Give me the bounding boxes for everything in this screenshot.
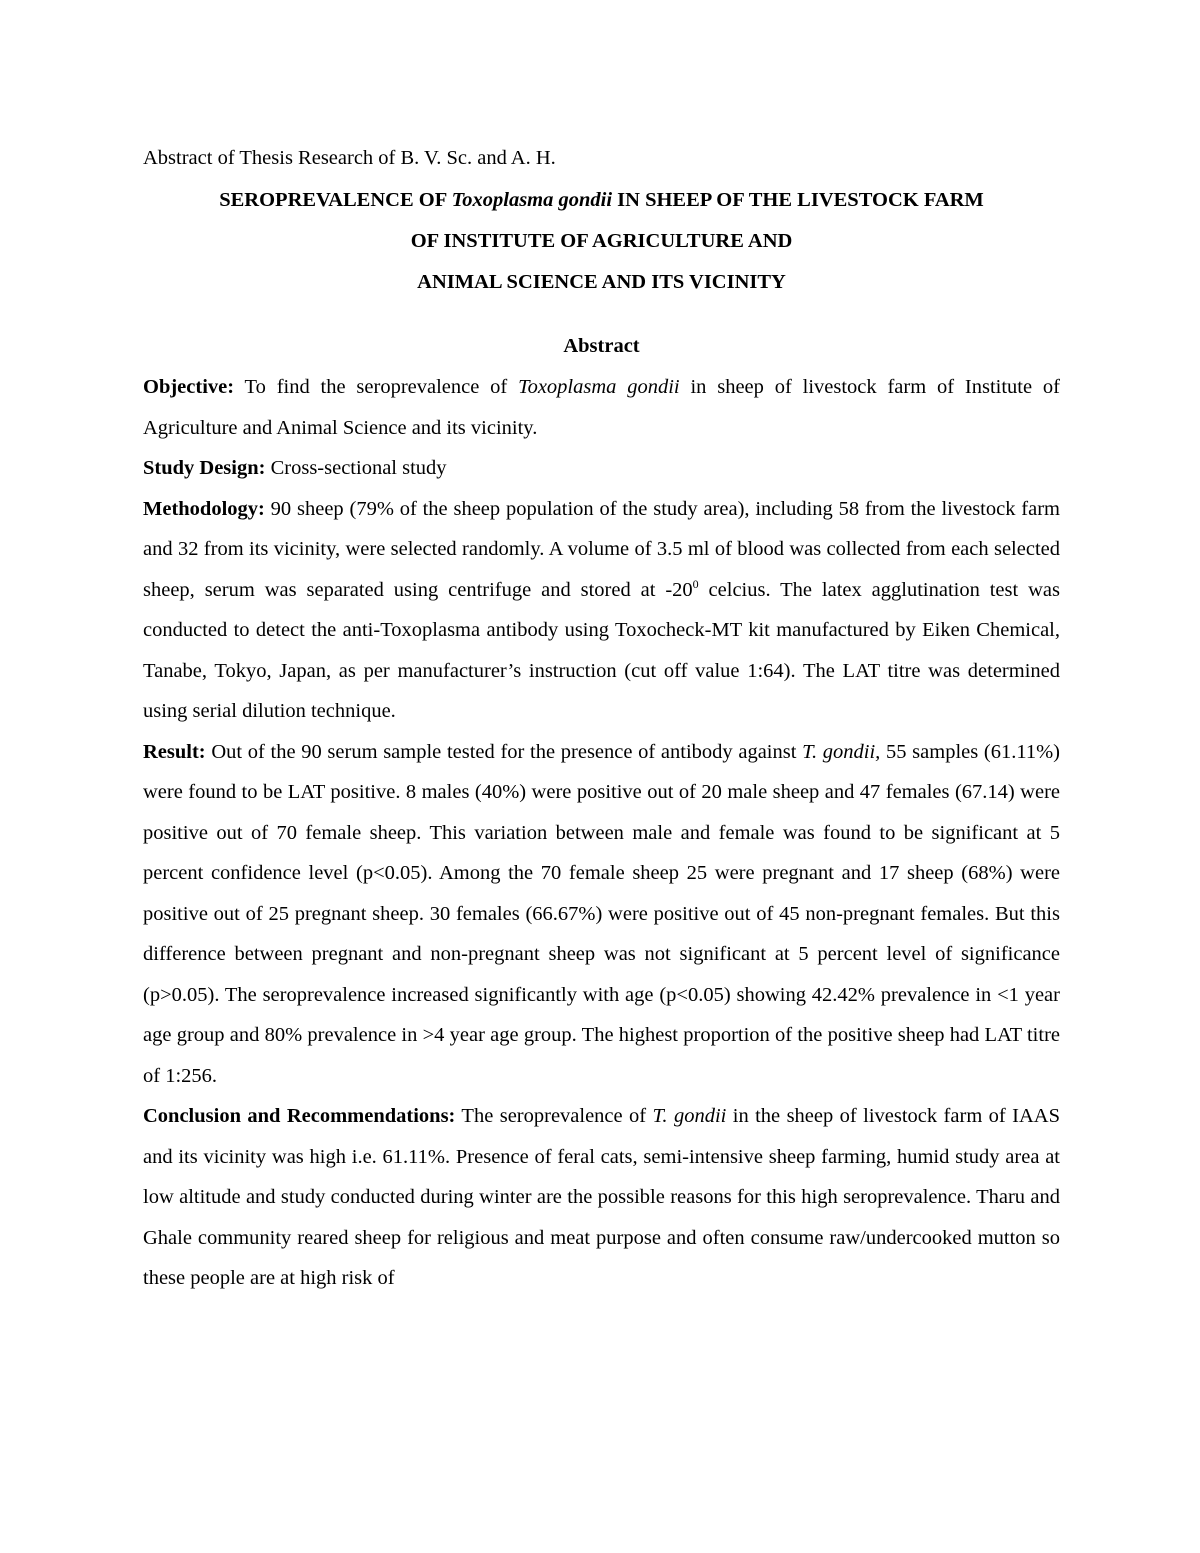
title-line-3: ANIMAL SCIENCE AND ITS VICINITY [417,271,786,293]
objective-species-name: Toxoplasma gondii [518,376,680,398]
title-suffix: IN SHEEP OF THE LIVESTOCK FARM [612,189,984,211]
study-design-text: Cross-sectional study [265,457,447,479]
study-design-section [143,448,1060,489]
document-header: Abstract of Thesis Research of B. V. Sc. and A. H. [143,147,556,169]
methodology-section [143,489,1060,732]
title-line-1 [143,180,1060,221]
result-species-name: T. gondii, [802,740,881,763]
thesis-title [143,180,1060,303]
result-section [143,732,1060,1097]
objective-label: Objective: [143,376,235,398]
study-design-label: Study Design: [143,457,266,479]
methodology-text-before: 90 sheep (79% of the sheep population of the study area), including 58 from the livestock farm and 32 from its vicinity, were selected randomly. A volume of 3.5 ml of blood was collected from each selected sheep, serum was separated using centrifuge and stored at -20 [143,497,1060,601]
objective-section [143,367,1060,448]
methodology-label: Methodology: [143,497,265,520]
conclusion-text-before: The seroprevalence of [455,1105,653,1127]
degree-superscript: 0 [692,576,699,591]
objective-text-before: To find the seroprevalence of [234,376,519,398]
title-line-2: OF INSTITUTE OF AGRICULTURE AND [410,230,793,252]
objective-text-after: in sheep of livestock farm of Institute of Agriculture and Animal Science and its vicinity. [143,376,1060,439]
abstract-heading: Abstract [563,335,640,357]
title-species-name: Toxoplasma gondii [451,189,613,211]
result-text-before: Out of the 90 serum sample tested for the presence of antibody against [205,740,803,763]
result-text-after: 55 samples (61.11%) were found to be LAT positive. 8 males (40%) were positive out of 20 male sheep and 47 females (67.14) were positive out of 70 female sheep. This variation between male and female was found to be significant at 5 percent confidence level (p<0.05). Among the 70 female sheep 25 were pregnant and 17 sheep (68%) were positive out of 25 pregnant sheep. 30 females (66.67%) were positive out of 45 non-pregnant females. But this difference between pregnant and non-pregnant sheep was not significant at 5 percent level of significance (p>0.05). The seroprevalence increased significantly with age (p<0.05) showing 42.42% prevalence in <1 year age group and 80% prevalence in >4 year age group. The highest proportion of the positive sheep had LAT titre of 1:256. [143,740,1061,1087]
conclusion-section [143,1096,1060,1299]
conclusion-label: Conclusion and Recommendations: [143,1105,456,1127]
result-label: Result: [143,740,206,763]
document-page [143,138,1060,1299]
conclusion-text-after: in the sheep of livestock farm of IAAS and its vicinity was high i.e. 61.11%. Presence of feral cats, semi-intensive sheep farming, humid study area at low altitude and study conducted during winter are the possible reasons for this high seroprevalence. Tharu and Ghale community reared sheep for religious and meat purpose and often consume raw/undercooked mutton so these people are at high risk of [143,1105,1060,1289]
conclusion-species-name: T. gondii [652,1105,727,1127]
title-prefix: SEROPREVALENCE OF [219,189,452,211]
methodology-text-after: celcius. The latex agglutination test was conducted to detect the anti-Toxoplasma antibody using Toxocheck-MT kit manufactured by Eiken Chemical, Tanabe, Tokyo, Japan, as per manufacturer’s instruction (cut off value 1:64). The LAT titre was determined using serial dilution technique. [143,578,1060,722]
